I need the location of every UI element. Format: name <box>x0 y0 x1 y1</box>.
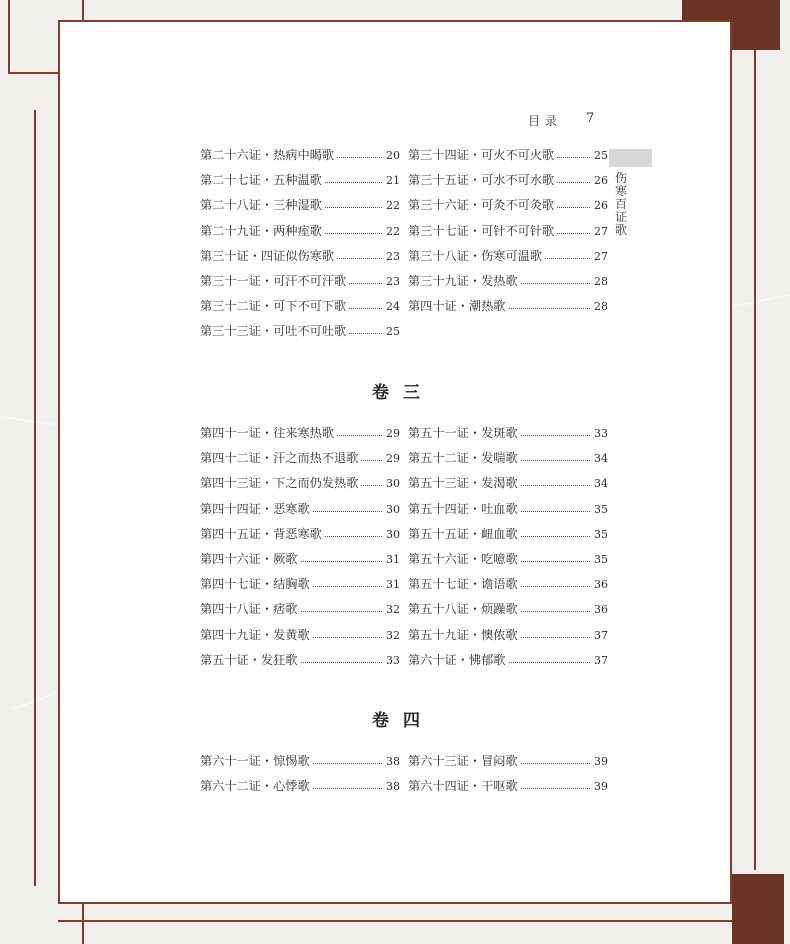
volume-heading: 卷四 <box>372 711 434 731</box>
toc-entry-title: 第六十三证・冒闷歌 <box>408 749 520 774</box>
toc-column-left <box>200 749 400 799</box>
frame-top-left-v <box>82 0 84 20</box>
toc-entry[interactable] <box>200 623 400 648</box>
toc-entry-page: 39 <box>594 780 608 794</box>
toc-entry-page: 39 <box>594 755 608 768</box>
toc-entry[interactable] <box>408 244 608 269</box>
toc-entry[interactable] <box>408 143 608 168</box>
toc-entry[interactable] <box>200 244 400 269</box>
frame-bottom-left-v <box>82 904 84 944</box>
toc-entry-title: 第三十四证・可火不可火歌 <box>408 143 556 168</box>
toc-entry-page: 29 <box>386 452 400 466</box>
toc-entry-title: 第五十六证・吃噫歌 <box>408 547 520 572</box>
toc-entry-title: 第四十五证・背恶寒歌 <box>200 522 324 547</box>
toc-entry[interactable] <box>408 193 608 218</box>
toc-entry[interactable] <box>200 572 400 597</box>
toc-entry-title: 第四十八证・痞歌 <box>200 597 300 622</box>
toc-entry-title: 第五十一证・发斑歌 <box>408 421 520 446</box>
toc-entry[interactable] <box>200 597 400 622</box>
frame-bottom-h <box>58 920 758 922</box>
toc-entry-page: 36 <box>594 603 608 617</box>
toc-entry[interactable] <box>408 572 608 597</box>
toc-entry-page: 32 <box>386 603 400 617</box>
toc-entry[interactable] <box>200 219 400 244</box>
toc-entry-page: 36 <box>594 578 608 592</box>
toc-entry[interactable] <box>200 168 400 193</box>
toc-entry-title: 第四十九证・发黄歌 <box>200 623 312 648</box>
toc-entry-title: 第二十六证・热病中暍歌 <box>200 143 336 168</box>
toc-entry-title: 第三十七证・可针不可针歌 <box>408 219 556 244</box>
toc-entry[interactable] <box>408 421 608 446</box>
toc-entry-page: 22 <box>386 199 400 213</box>
toc-entry-title: 第三十一证・可汗不可汗歌 <box>200 269 348 294</box>
toc-entry[interactable] <box>408 522 608 547</box>
toc-entry-page: 27 <box>594 249 608 263</box>
toc-entry-title: 第六十四证・干呕歌 <box>408 774 520 799</box>
toc-entry-page: 23 <box>386 249 400 263</box>
side-tab-marker <box>609 149 652 167</box>
corner-block-bottom-right <box>732 874 784 944</box>
toc-entry-title: 第四十六证・厥歌 <box>200 547 300 572</box>
toc-entry-page: 22 <box>386 224 400 238</box>
toc-entry[interactable] <box>408 471 608 496</box>
toc-entry[interactable] <box>200 446 400 471</box>
frame-top-left-h <box>8 72 58 74</box>
toc-entry-page: 34 <box>594 452 608 466</box>
toc-entry[interactable] <box>408 547 608 572</box>
toc-entry-page: 26 <box>594 199 608 213</box>
toc-entry[interactable] <box>408 497 608 522</box>
running-head-section: 目录 <box>528 114 563 128</box>
toc-entry[interactable] <box>408 648 608 673</box>
toc-entry[interactable] <box>200 471 400 496</box>
toc-entry-title: 第五十三证・发渴歌 <box>408 471 520 496</box>
toc-entry-page: 28 <box>594 300 608 314</box>
toc-entry[interactable] <box>408 749 608 774</box>
toc-entry-title: 第三十五证・可水不可水歌 <box>408 168 556 193</box>
toc-entry-page: 26 <box>594 174 608 188</box>
toc-entry-title: 第三十八证・伤寒可温歌 <box>408 244 544 269</box>
toc-entry-page: 35 <box>594 502 608 516</box>
toc-entry-title: 第四十证・潮热歌 <box>408 294 508 319</box>
toc-entry-page: 32 <box>386 628 400 642</box>
toc-entry[interactable] <box>200 648 400 673</box>
toc-entry[interactable] <box>408 597 608 622</box>
toc-column-right <box>408 421 608 673</box>
toc-entry[interactable] <box>200 774 400 799</box>
toc-entry-title: 第五十五证・衄血歌 <box>408 522 520 547</box>
toc-entry-title: 第三十三证・可吐不可吐歌 <box>200 319 348 344</box>
toc-entry-page: 30 <box>386 477 400 491</box>
toc-entry-title: 第五十二证・发喘歌 <box>408 446 520 471</box>
toc-entry-title: 第四十二证・汗之而热不退歌 <box>200 446 360 471</box>
toc-column-left <box>200 143 400 345</box>
toc-entry[interactable] <box>408 269 608 294</box>
toc-entry[interactable] <box>200 294 400 319</box>
volume-heading: 卷三 <box>372 383 434 403</box>
toc-entry-title: 第六十一证・惊惕歌 <box>200 749 312 774</box>
toc-entry-page: 30 <box>386 527 400 541</box>
toc-entry-title: 第三十九证・发热歌 <box>408 269 520 294</box>
toc-entry-page: 24 <box>386 300 400 314</box>
toc-entry[interactable] <box>200 421 400 446</box>
toc-entry-title: 第四十四证・恶寒歌 <box>200 497 312 522</box>
toc-entry-page: 38 <box>386 780 400 794</box>
side-tab-title: 伤寒百证歌 <box>615 171 628 237</box>
toc-entry-title: 第三十证・四证似伤寒歌 <box>200 244 336 269</box>
toc-entry-title: 第四十三证・下之而仍发热歌 <box>200 471 360 496</box>
toc-entry-page: 38 <box>386 755 400 768</box>
toc-entry-page: 29 <box>386 427 400 440</box>
toc-entry[interactable] <box>408 774 608 799</box>
toc-entry-page: 31 <box>386 552 400 566</box>
toc-entry-page: 33 <box>594 427 608 440</box>
toc-entry-page: 28 <box>594 274 608 288</box>
toc-entry[interactable] <box>200 193 400 218</box>
toc-entry-title: 第三十二证・可下不可下歌 <box>200 294 348 319</box>
frame-right-v <box>754 50 756 870</box>
toc-entry-title: 第二十八证・三种湿歌 <box>200 193 324 218</box>
toc-entry-page: 35 <box>594 527 608 541</box>
toc-entry-title: 第五十四证・吐血歌 <box>408 497 520 522</box>
toc-entry-page: 25 <box>594 149 608 162</box>
toc-entry-page: 33 <box>386 653 400 667</box>
toc-entry[interactable] <box>408 446 608 471</box>
toc-column-right <box>408 749 608 799</box>
toc-entry-page: 20 <box>386 149 400 162</box>
toc-entry-page: 35 <box>594 552 608 566</box>
toc-entry-title: 第四十一证・往来寒热歌 <box>200 421 336 446</box>
running-head-page-number: 7 <box>586 111 595 126</box>
toc-column-left <box>200 421 400 673</box>
toc-entry[interactable] <box>200 319 400 344</box>
toc-entry-title: 第五十八证・烦躁歌 <box>408 597 520 622</box>
toc-entry-title: 第二十九证・两种痓歌 <box>200 219 324 244</box>
toc-entry-page: 23 <box>386 274 400 288</box>
toc-entry[interactable] <box>200 497 400 522</box>
toc-entry[interactable] <box>200 547 400 572</box>
toc-entry-page: 37 <box>594 628 608 642</box>
toc-entry-title: 第五十九证・懊侬歌 <box>408 623 520 648</box>
toc-entry-page: 25 <box>386 325 400 339</box>
toc-entry-title: 第五十七证・谵语歌 <box>408 572 520 597</box>
toc-entry[interactable] <box>200 143 400 168</box>
frame-top-left-v2 <box>8 0 10 74</box>
toc-entry-page: 30 <box>386 502 400 516</box>
toc-entry[interactable] <box>408 168 608 193</box>
toc-entry[interactable] <box>408 294 608 319</box>
toc-entry-page: 37 <box>594 653 608 667</box>
toc-entry[interactable] <box>200 269 400 294</box>
toc-entry-page: 31 <box>386 578 400 592</box>
toc-entry-title: 第六十二证・心悸歌 <box>200 774 312 799</box>
toc-entry-title: 第六十证・怫郁歌 <box>408 648 508 673</box>
toc-entry-page: 27 <box>594 224 608 238</box>
toc-entry-page: 34 <box>594 477 608 491</box>
toc-column-right <box>408 143 608 319</box>
toc-entry[interactable] <box>408 219 608 244</box>
toc-entry[interactable] <box>408 623 608 648</box>
toc-entry[interactable] <box>200 522 400 547</box>
toc-entry[interactable] <box>200 749 400 774</box>
toc-entry-title: 第四十七证・结胸歌 <box>200 572 312 597</box>
toc-entry-title: 第二十七证・五种温歌 <box>200 168 324 193</box>
toc-entry-title: 第五十证・发狂歌 <box>200 648 300 673</box>
frame-left-v <box>34 110 36 886</box>
toc-entry-title: 第三十六证・可灸不可灸歌 <box>408 193 556 218</box>
toc-entry-page: 21 <box>386 174 400 188</box>
